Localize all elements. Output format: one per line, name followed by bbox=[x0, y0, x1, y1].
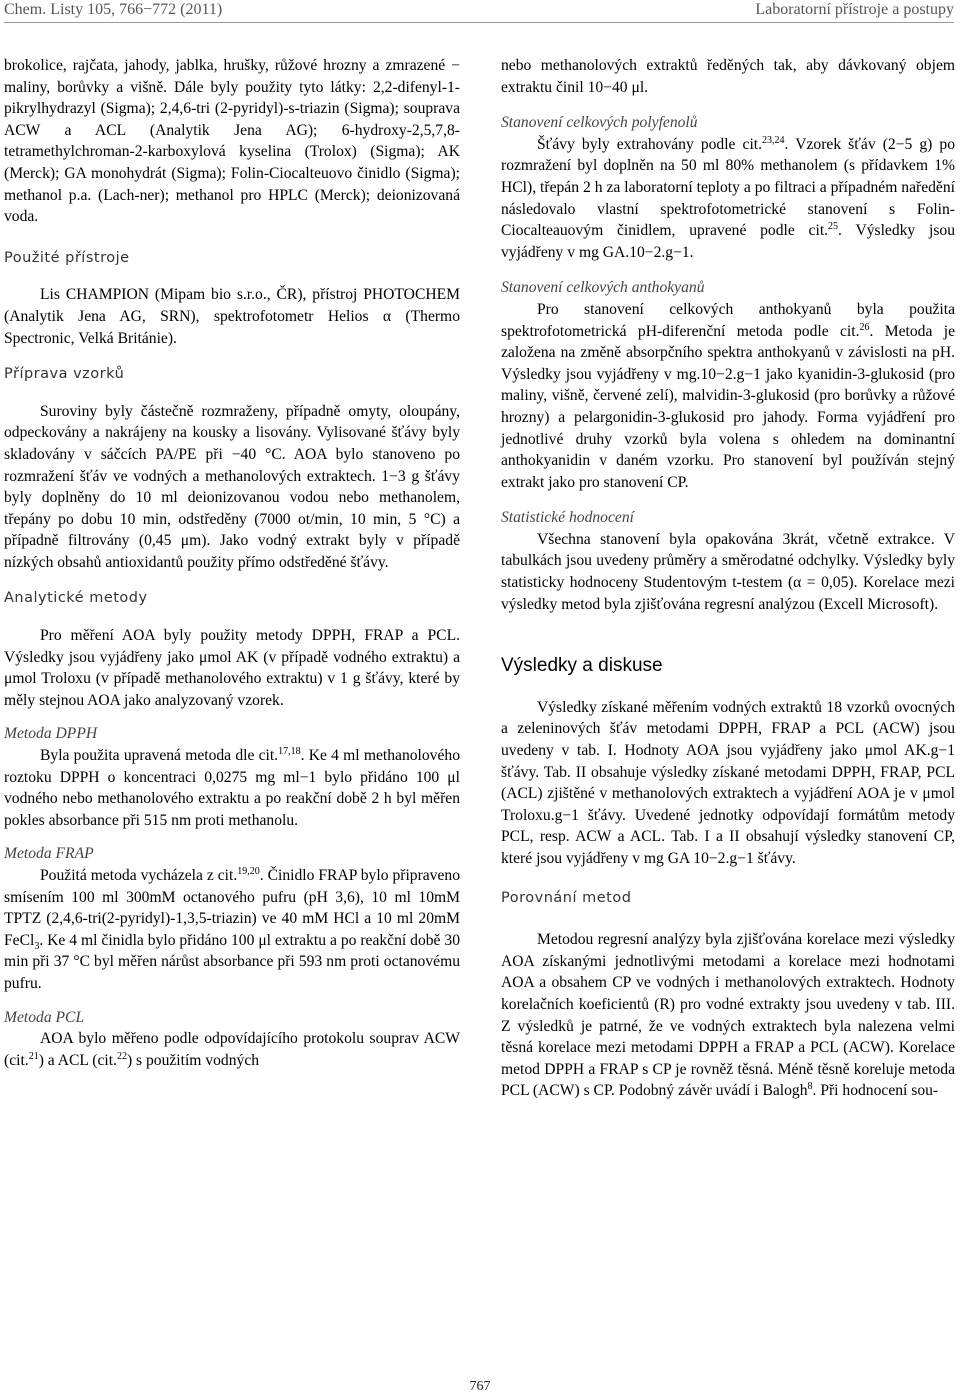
sample-prep-paragraph: Suroviny byly částečně rozmraženy, případně omyty, oloupány, odpeckovány a nakrájeny na kousky a lisovány. Vylisované šťávy byly skladovány v sáčcích PA/PE při −40 °C. AOA bylo stanoveno po rozmražení šťáv ve vodných a methanolových extraktech. 1−3 g šťávy byly doplněny do 10 ml deionizovanou vodou nebo methanolem, třepány po dobu 10 min, odstředěny (7000 ot/min, 10 min, 5 °C) a případně filtrovány (0,45 μm). Jako vodný extrakt byly v případě nízkých obsahů antioxidantů použity přímo odstředěné šťávy. bbox=[4, 402, 460, 571]
anthocyanins-paragraph: Pro stanovení celkových anthokyanů byla použita spektrofotometrická pH-diferenční metoda podle cit.$^{26}$. Metoda je založena na změně absorpčního spektra anthokyanů v závislosti na pH. Výsledky jsou vyjádřeny v mg.10−2.g−1 jako kyanidin-3-glukosid (pro maliny, višně, červené zelí), malvidin-3-glukosid (pro borůvky a růžové hrozny) a pelargonidin-3-glukosid pro jahody. Forma vyjádření pro jednotlivé druhy vzorků byla volena s ohledem na dominantní anthokyanidin v daném vzorku. Pro stanovení byl používán stejný extrakt jako pro stanovení CP. bbox=[501, 300, 955, 491]
heading-statistics: Statistické hodnocení bbox=[501, 509, 634, 527]
heading-method-comparison: Porovnání metod bbox=[501, 889, 632, 906]
pcl-paragraph: AOA bylo měřeno podle odpovídajícího protokolu souprav ACW (cit.$^{21}$) a ACL (cit.$^{22}$) s použitím vodných bbox=[4, 1030, 460, 1069]
statistics-paragraph: Všechna stanovení byla opakována 3krát, včetně extrakce. V tabulkách jsou uvedeny průměry a směrodatné odchylky. Výsledky byly statisticky hodnoceny Studentovým t-testem (α = 0,05). Korelace mezi výsledky metod byla zjišťována regresní analýzou (Excell Microsoft). bbox=[501, 530, 955, 613]
analytical-methods-paragraph: Pro měření AOA byly použity metody DPPH, FRAP a PCL. Výsledky jsou vyjádřeny jako μmol AK (v případě vodného extraktu) a μmol Troloxu (v případě methanolového extraktu) v 1 g šťávy, které by měly stejnou AOA jako analyzovaný vzorek. bbox=[4, 627, 460, 709]
section-title: Laboratorní přístroje a postupy bbox=[755, 1, 954, 18]
results-paragraph: Výsledky získané měřením vodných extraktů 18 vzorků ovocných a zeleninových šťáv metodami DPPH, FRAP a PCL (ACW) jsou uvedeny v tab. I. Hodnoty AOA jsou vyjádřeny jako μmol AK.g−1 šťávy. Tab. II obsahuje výsledky získané metodami DPPH, FRAP, PCL (ACL) zjištěné v methanolových extraktech a vyjádření AOA je v μmol Troloxu.g−1 šťávy. Uvedené jednotky odpovídají formátům metody PCL, resp. ACW a ACL. Tab. I a II obsahují výsledky stanovení CP, které jsou vyjádřeny v mg GA 10−2.g−1 šťávy. bbox=[501, 698, 955, 867]
right-column bbox=[501, 55, 955, 1102]
heading-anthocyanins: Stanovení celkových anthokyanů bbox=[501, 279, 705, 297]
heading-dpph: Metoda DPPH bbox=[4, 725, 98, 743]
page-number: 767 bbox=[469, 1379, 491, 1394]
heading-sample-prep: Příprava vzorků bbox=[4, 366, 125, 383]
heading-pcl: Metoda PCL bbox=[4, 1008, 85, 1026]
heading-analytical-methods: Analytické metody bbox=[4, 590, 148, 607]
continuation-paragraph: nebo methanolových extraktů ředěných tak, aby dávkovaný objem extraktu činil 10−40 μl. bbox=[501, 57, 955, 96]
heading-instruments: Použité přístroje bbox=[4, 249, 130, 266]
polyphenols-paragraph: Šťávy byly extrahovány podle cit.$^{23,24}$. Vzorek šťáv (2−5 g) po rozmražení byl doplněn na 50 ml 80% methanolem (s přídavkem 1% HCl), třepán 2 h za laboratorní teploty a po filtraci a případném naředění následovalo vlastní spektrofotometrické stanovení s Folin-Ciocalteauovým činidlem, upravené podle cit.$^{25}$. Výsledky jsou vyjádřeny v mg GA.10−2.g−1. bbox=[501, 134, 955, 261]
materials-paragraph: brokolice, rajčata, jahody, jablka, hrušky, růžové hrozny a zmrazené − maliny, borůvky a višně. Dále byly použity tyto látky: 2,2-difenyl-1-pikrylhydrazyl (Sigma); 2,4,6-tri (2-pyridyl)-s-triazin (Sigma); souprava ACW a ACL (Analytik Jena AG); 6-hydroxy-2,5,7,8-tetramethylchroman-2-karboxylová kyselina (Trolox) (Sigma); AK (Merck); GA monohydrát (Sigma); Folin-Ciocalteuovo činidlo (Sigma); methanol p.a. (Lach-ner); methanol pro HPLC (Merck); deionizovaná voda. bbox=[4, 57, 460, 226]
heading-polyphenols: Stanovení celkových polyfenolů bbox=[501, 114, 698, 132]
journal-citation: Chem. Listy 105, 766−772 (2011) bbox=[4, 1, 223, 18]
left-column bbox=[4, 55, 460, 1071]
dpph-paragraph: Byla použita upravená metoda dle cit.$^{17,18}$. Ke 4 ml methanolového roztoku DPPH o koncentraci 0,0275 mg ml−1 bylo přidáno 100 μl vodného nebo methanolového extraktu a po reakční době 2 h byl měřen pokles absorbance při 515 nm proti methanolu. bbox=[4, 745, 460, 829]
running-header bbox=[4, 0, 954, 23]
frap-paragraph: Použitá metoda vycházela z cit.$^{19,20}$. Činidlo FRAP bylo připraveno smísením 100 ml 300mM octanového pufru (pH 3,6), 10 ml 10mM TPTZ (2,4,6-tri(2-pyridyl)-1,3,5-triazin) ve 40 mM HCl a 10 ml 20mM FeCl$_3$. Ke 4 ml činidla bylo přidáno 100 μl extraktu a po reakční době 30 min při 37 °C byl měřen nárůst absorbance při 593 nm proti octanovému pufru. bbox=[4, 865, 460, 992]
heading-frap: Metoda FRAP bbox=[4, 845, 94, 863]
method-comparison-paragraph: Metodou regresní analýzy byla zjišťována korelace mezi výsledky AOA získanými jednotlivými metodami a korelace mezi hodnotami AOA a obsahem CP ve vodných i methanolových extraktech. Hodnoty korelačních koeficientů (R) pro vodné extrakty jsou uvedeny v tab. III. Z výsledků je patrné, že ve vodných extraktech byla nalezena velmi těsná korelace mezi metodami DPPH a FRAP a PCL (ACW). Korelace metod DPPH a FRAP s CP je rovněž těsná. Méně těsně koreluje metoda PCL (ACW) s CP. Podobný závěr uvádí i Balogh$^8$. Při hodnocení sou- bbox=[501, 931, 955, 1100]
instruments-paragraph: Lis CHAMPION (Mipam bio s.r.o., ČR), přístroj PHOTOCHEM (Analytik Jena AG, SRN), spektrofotometr Helios α (Thermo Spectronic, Velká Británie). bbox=[4, 286, 460, 347]
heading-results: Výsledky a diskuse bbox=[501, 655, 663, 677]
